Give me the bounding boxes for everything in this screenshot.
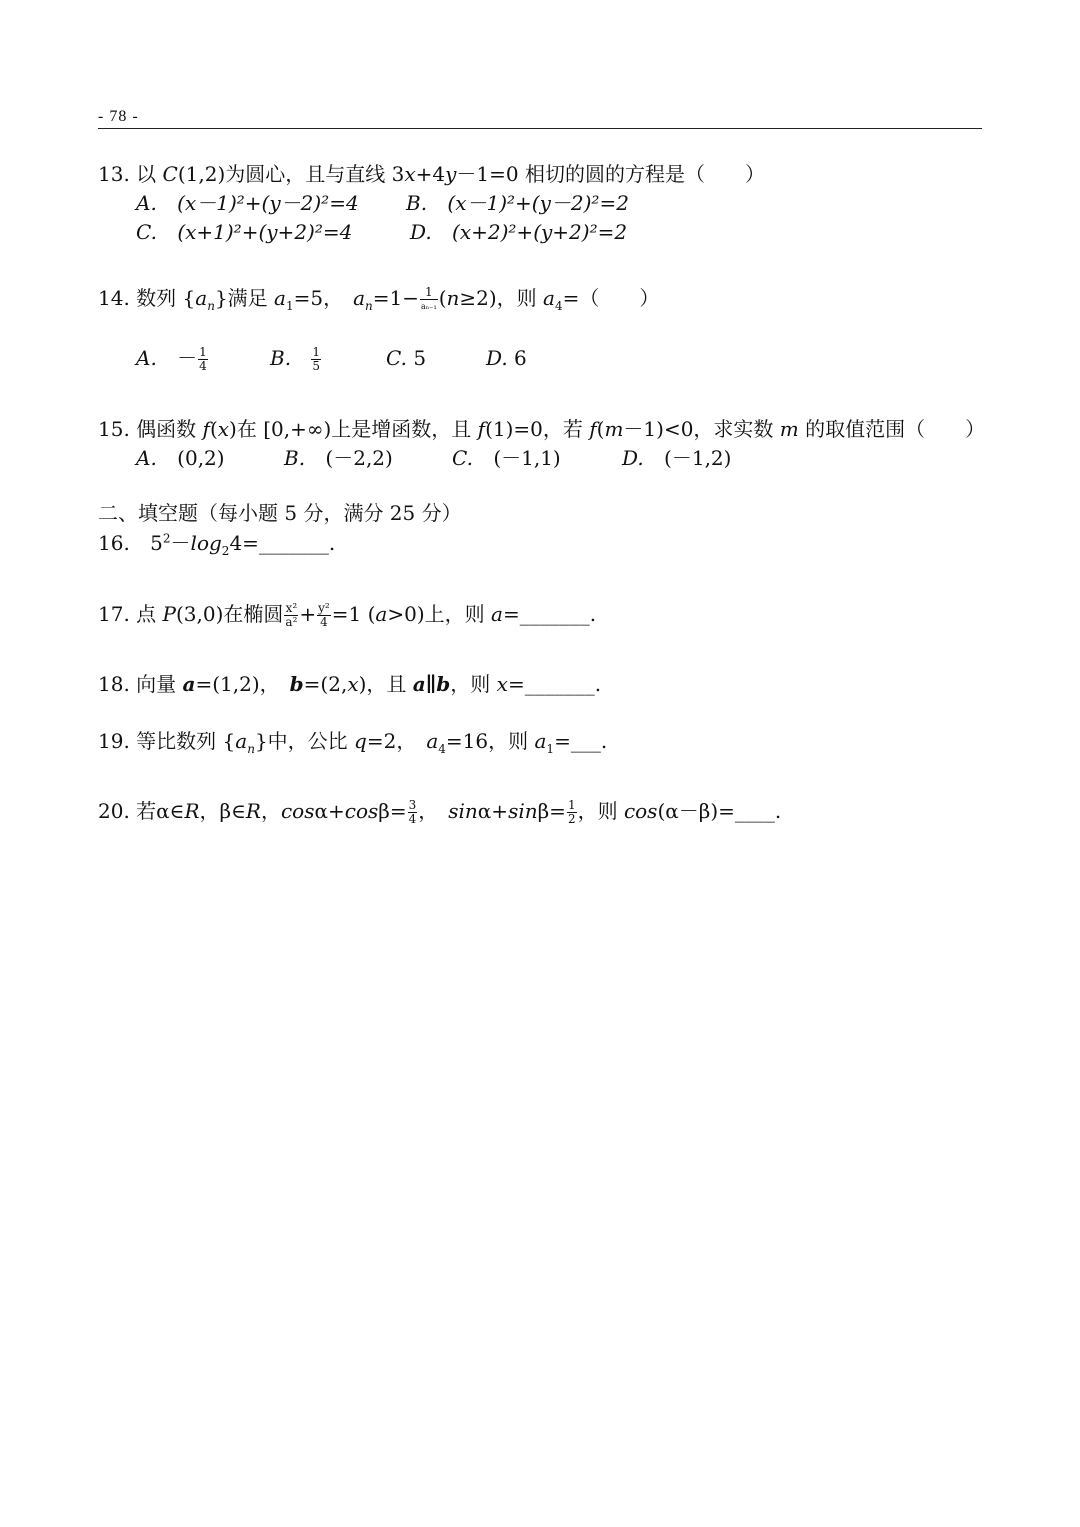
stem-text: 以 bbox=[136, 162, 157, 186]
stem-text: α+ bbox=[314, 799, 345, 823]
stem-var: R bbox=[184, 799, 200, 823]
stem-var: C bbox=[162, 162, 178, 186]
q13-option-b bbox=[406, 191, 629, 215]
stem-func: cos bbox=[280, 799, 315, 823]
option-text: 5 bbox=[413, 346, 427, 370]
stem-text: =1− bbox=[372, 286, 420, 310]
question-number: 14. bbox=[98, 286, 130, 310]
stem-text: 的取值范围（ ） bbox=[798, 417, 986, 441]
q15-option-d bbox=[622, 446, 731, 470]
fraction-denominator: 4 bbox=[408, 812, 417, 826]
fraction-denominator: a² bbox=[285, 615, 298, 629]
stem-text: (1)=0，若 bbox=[485, 417, 590, 441]
option-fraction bbox=[311, 346, 321, 373]
fraction-numerator: 3 bbox=[408, 798, 417, 812]
stem-var: f bbox=[477, 417, 486, 441]
fraction-numerator: 1 bbox=[567, 798, 576, 812]
stem-text: ，则 bbox=[450, 672, 497, 696]
question-15-stem bbox=[98, 417, 985, 441]
page-header bbox=[98, 108, 982, 129]
option-letter: B. bbox=[406, 191, 428, 215]
stem-text: ( bbox=[596, 417, 605, 441]
stem-func: sin bbox=[508, 799, 538, 823]
fraction-denominator: aₙ₋₁ bbox=[421, 302, 437, 311]
question-16 bbox=[98, 531, 336, 558]
option-letter: C. bbox=[136, 220, 157, 244]
option-letter: D. bbox=[622, 446, 644, 470]
stem-fraction bbox=[284, 602, 298, 629]
stem-var: a bbox=[235, 729, 248, 753]
q14-option-c bbox=[386, 346, 426, 370]
option-letter: C. bbox=[452, 446, 473, 470]
stem-sub: 2 bbox=[221, 544, 230, 558]
stem-sub: 4 bbox=[554, 299, 563, 313]
stem-var: a bbox=[274, 286, 286, 310]
stem-var: f bbox=[202, 417, 210, 441]
option-letter: D. bbox=[410, 220, 432, 244]
question-number: 20. bbox=[98, 799, 130, 823]
stem-vector: a bbox=[182, 672, 196, 696]
stem-var: x bbox=[496, 672, 508, 696]
fraction-numerator: x² bbox=[285, 601, 298, 615]
stem-text: ， bbox=[260, 799, 281, 823]
option-sign: － bbox=[177, 346, 198, 370]
stem-text: (1,2)为圆心，且与直线 3 bbox=[177, 162, 405, 186]
stem-sub: 1 bbox=[285, 299, 294, 313]
stem-text: － bbox=[170, 531, 191, 555]
stem-var: y bbox=[445, 162, 457, 186]
option-text: (x－1)²+(y－2)²=2 bbox=[447, 191, 629, 215]
q14-option-d bbox=[486, 346, 527, 370]
q14-option-a bbox=[136, 346, 209, 373]
q15-option-b bbox=[284, 446, 393, 470]
stem-vector: b bbox=[289, 672, 304, 696]
stem-var: x bbox=[217, 417, 230, 441]
stem-var: R bbox=[245, 799, 261, 823]
fraction-numerator: 1 bbox=[312, 345, 321, 359]
fraction-numerator: 1 bbox=[420, 286, 438, 300]
stem-text: －1=0 相切的圆的方程是（ ） bbox=[456, 162, 765, 186]
stem-var: m bbox=[604, 417, 624, 441]
stem-fraction bbox=[420, 286, 438, 313]
stem-text: =（ ） bbox=[562, 286, 660, 310]
fraction-denominator: 2 bbox=[567, 812, 576, 826]
option-letter: A. bbox=[136, 346, 157, 370]
stem-var: a bbox=[534, 729, 547, 753]
stem-text: (α－β)=____. bbox=[657, 799, 782, 823]
stem-text: α+ bbox=[477, 799, 509, 823]
question-19 bbox=[98, 729, 608, 756]
question-17 bbox=[98, 602, 596, 629]
stem-text: =(2, bbox=[303, 672, 348, 696]
option-letter: B. bbox=[270, 346, 292, 370]
page-number: - 78 - bbox=[98, 108, 139, 125]
option-letter: A. bbox=[136, 446, 157, 470]
option-text: (－1,2) bbox=[664, 446, 732, 470]
stem-var: a bbox=[426, 729, 439, 753]
stem-text: ， bbox=[418, 799, 449, 823]
stem-var: q bbox=[354, 729, 367, 753]
stem-text: )在 [0,+∞)上是增函数，且 bbox=[229, 417, 478, 441]
stem-func: cos bbox=[344, 799, 379, 823]
stem-text: =_______. bbox=[507, 672, 602, 696]
stem-func: sin bbox=[448, 799, 478, 823]
question-14-stem bbox=[98, 286, 659, 313]
stem-text: }中，公比 bbox=[254, 729, 355, 753]
question-number: 17. bbox=[98, 602, 130, 626]
stem-text: 点 bbox=[136, 602, 163, 626]
stem-var: x bbox=[404, 162, 416, 186]
q13-option-c bbox=[136, 220, 352, 244]
stem-text: =2， bbox=[366, 729, 427, 753]
stem-sub: 1 bbox=[546, 742, 555, 756]
stem-text: ( bbox=[438, 286, 447, 310]
q13-option-a bbox=[136, 191, 359, 215]
stem-text: ，则 bbox=[577, 799, 624, 823]
option-text: (x+1)²+(y+2)²=4 bbox=[177, 220, 353, 244]
stem-sub: 4 bbox=[438, 742, 446, 756]
stem-text: ≥2)，则 bbox=[459, 286, 544, 310]
question-number: 18. bbox=[98, 672, 130, 696]
option-letter: B. bbox=[284, 446, 306, 470]
stem-fraction bbox=[567, 799, 577, 826]
stem-text: 若α∈ bbox=[136, 799, 185, 823]
stem-text: 5 bbox=[150, 531, 163, 555]
stem-sub: n bbox=[365, 299, 373, 313]
stem-sup: 2 bbox=[162, 531, 171, 546]
question-number: 15. bbox=[98, 417, 130, 441]
stem-var: a bbox=[195, 286, 208, 310]
question-20 bbox=[98, 799, 781, 826]
option-text: (x－1)²+(y－2)²=4 bbox=[177, 191, 359, 215]
question-18 bbox=[98, 672, 601, 696]
stem-text: + bbox=[299, 602, 317, 626]
stem-vector: a∥b bbox=[412, 672, 451, 696]
stem-text: }满足 bbox=[214, 286, 275, 310]
fraction-numerator: y² bbox=[318, 601, 330, 615]
fraction-denominator: 5 bbox=[312, 359, 321, 373]
stem-text: =16，则 bbox=[445, 729, 535, 753]
stem-text: >0)上，则 bbox=[387, 602, 491, 626]
fraction-denominator: 4 bbox=[320, 615, 328, 629]
stem-text: =_______. bbox=[502, 602, 597, 626]
stem-fraction bbox=[317, 602, 331, 629]
stem-text: )，且 bbox=[358, 672, 413, 696]
stem-var: a bbox=[353, 286, 366, 310]
question-number: 16. bbox=[98, 531, 130, 555]
stem-text: 4=_______. bbox=[229, 531, 336, 555]
option-letter: A. bbox=[136, 191, 157, 215]
stem-sub: n bbox=[247, 742, 255, 756]
question-13-stem bbox=[98, 162, 765, 186]
stem-text: 等比数列 { bbox=[136, 729, 236, 753]
q13-option-d bbox=[410, 220, 627, 244]
stem-text: β= bbox=[537, 799, 566, 823]
stem-text: =5， bbox=[293, 286, 354, 310]
stem-text: =1 ( bbox=[331, 602, 376, 626]
stem-text: ，β∈ bbox=[199, 799, 246, 823]
stem-text: 数列 { bbox=[136, 286, 196, 310]
option-fraction bbox=[198, 346, 208, 373]
section-title: 二、填空题（每小题 5 分，满分 25 分） bbox=[98, 501, 462, 525]
stem-var: m bbox=[779, 417, 799, 441]
stem-var: a bbox=[491, 602, 503, 626]
option-letter: C. bbox=[386, 346, 407, 370]
option-text: 6 bbox=[514, 346, 527, 370]
question-number: 13. bbox=[98, 162, 130, 186]
stem-text: －1)<0，求实数 bbox=[623, 417, 780, 441]
stem-text: (3,0)在椭圆 bbox=[176, 602, 284, 626]
stem-sub: n bbox=[207, 299, 215, 313]
stem-text: ( bbox=[209, 417, 218, 441]
stem-text: +4 bbox=[415, 162, 446, 186]
fraction-denominator: 4 bbox=[199, 359, 207, 373]
stem-text: =___. bbox=[554, 729, 608, 753]
stem-text: 偶函数 bbox=[136, 417, 203, 441]
option-text: (－2,2) bbox=[325, 446, 393, 470]
stem-var: a bbox=[375, 602, 388, 626]
stem-fraction bbox=[408, 799, 418, 826]
q15-option-a bbox=[136, 446, 225, 470]
stem-var: f bbox=[589, 417, 597, 441]
q14-option-b bbox=[270, 346, 322, 373]
stem-var: n bbox=[446, 286, 460, 310]
stem-func: cos bbox=[623, 799, 658, 823]
q15-option-c bbox=[452, 446, 561, 470]
option-letter: D. bbox=[486, 346, 508, 370]
stem-var: log bbox=[190, 531, 222, 555]
question-number: 19. bbox=[98, 729, 130, 753]
option-text: (0,2) bbox=[177, 446, 225, 470]
fraction-numerator: 1 bbox=[199, 345, 207, 359]
option-text: (x+2)²+(y+2)²=2 bbox=[452, 220, 628, 244]
stem-var: P bbox=[162, 602, 176, 626]
stem-var: a bbox=[543, 286, 555, 310]
stem-text: β= bbox=[378, 799, 407, 823]
stem-text: =(1,2)， bbox=[195, 672, 290, 696]
stem-var: x bbox=[347, 672, 359, 696]
stem-text: 向量 bbox=[136, 672, 183, 696]
option-text: (－1,1) bbox=[493, 446, 561, 470]
